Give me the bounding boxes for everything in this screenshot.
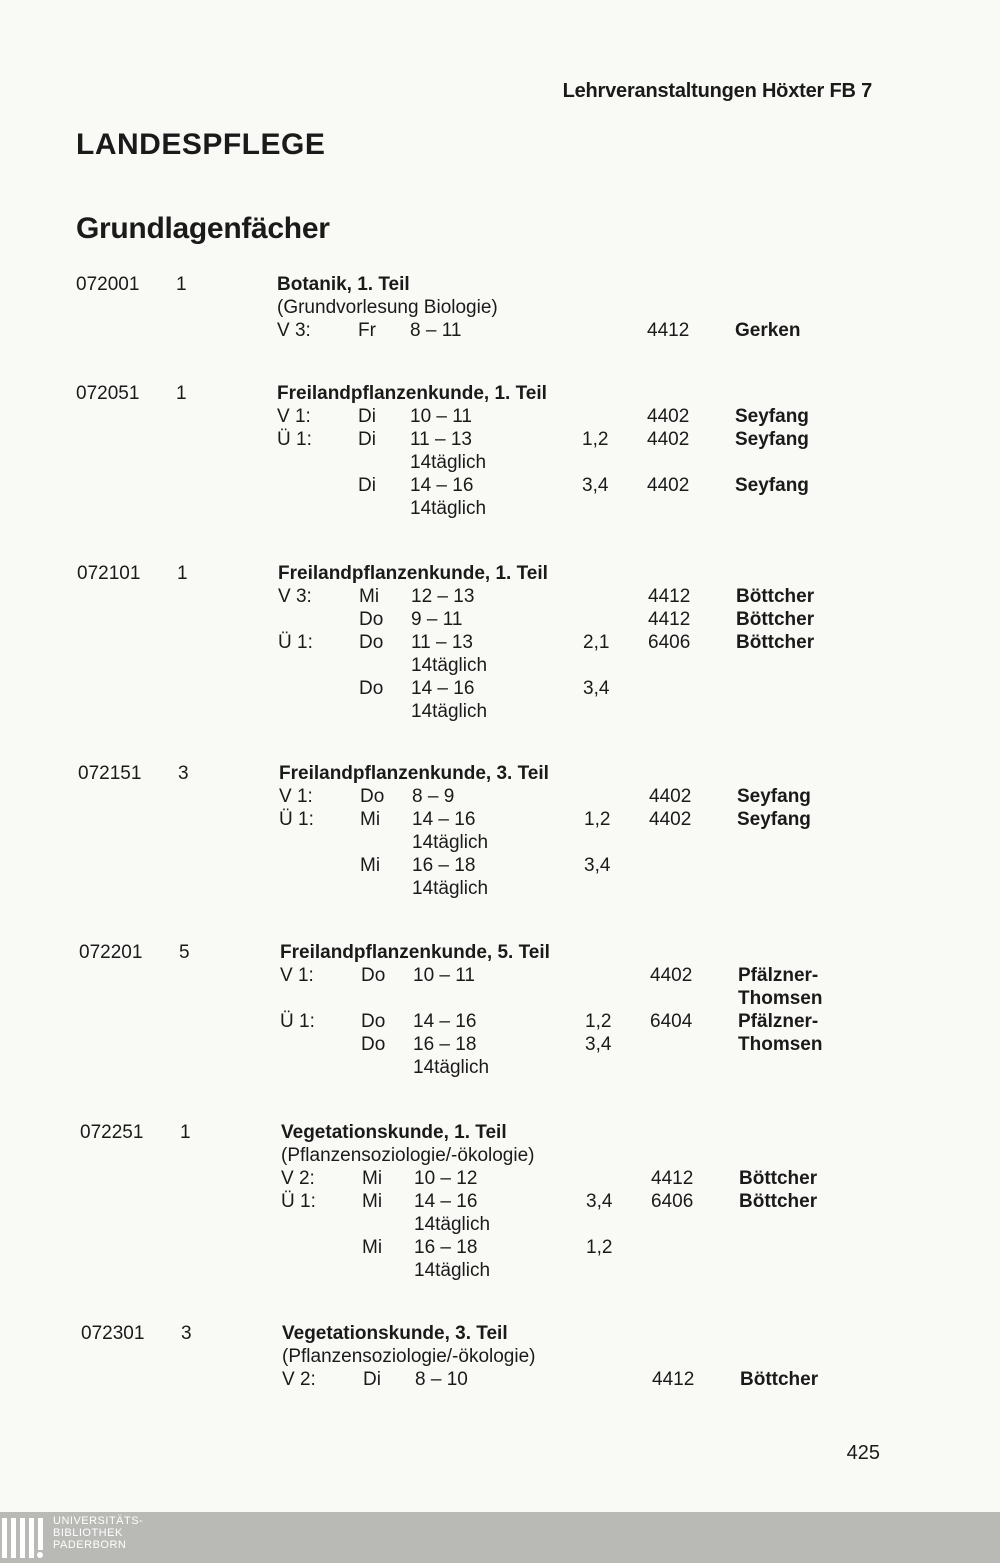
session-lecturer: Böttcher: [736, 586, 815, 607]
schedule-line: [1, 631, 1000, 654]
session-day: Do: [361, 1011, 386, 1032]
logo-line: PADERBORN: [53, 1539, 127, 1551]
course-entry: [5, 1322, 1000, 1391]
schedule-line: [2, 808, 1000, 831]
course-line: [3, 941, 1000, 964]
session-day: Do: [359, 609, 384, 630]
session-lecturer: Böttcher: [740, 1369, 819, 1390]
schedule-line: [0, 405, 1000, 428]
schedule-note-line: [1, 700, 1000, 723]
session-group: 3,4: [582, 475, 609, 496]
session-lecturer: Böttcher: [736, 632, 815, 653]
schedule-line: [4, 1236, 1000, 1259]
session-type: V 1:: [280, 965, 314, 986]
session-type: Ü 1:: [280, 1011, 315, 1032]
session-time: 14 – 16: [412, 809, 476, 830]
session-day: Do: [359, 632, 384, 653]
session-time: 11 – 13: [411, 632, 473, 653]
course-line: [0, 296, 1000, 319]
session-time: 8 – 9: [412, 786, 455, 807]
session-time: 14 – 16: [413, 1011, 477, 1032]
schedule-line: [0, 319, 1000, 342]
session-group: 3,4: [585, 1034, 612, 1055]
schedule-line: [0, 428, 1000, 451]
schedule-note-line: [0, 497, 1000, 520]
course-number: 072101: [77, 563, 141, 584]
schedule-note-line: [4, 1259, 1000, 1282]
session-type: Ü 1:: [277, 429, 312, 450]
schedule-line: [3, 1033, 1000, 1056]
session-time: 14 – 16: [410, 475, 474, 496]
session-type: V 3:: [278, 586, 312, 607]
schedule-note: 14täglich: [410, 498, 487, 519]
session-time: 12 – 13: [411, 586, 475, 607]
course-title: Freilandpflanzenkunde, 1. Teil: [278, 563, 548, 584]
schedule-line: [2, 785, 1000, 808]
schedule-note: 14täglich: [413, 1057, 490, 1078]
course-number: 072251: [80, 1122, 144, 1143]
session-time: 8 – 11: [410, 320, 462, 341]
session-day: Mi: [360, 855, 381, 876]
course-subtitle: (Pflanzensoziologie/-ökologie): [282, 1346, 536, 1367]
schedule-line: [3, 987, 1000, 1010]
course-line: [4, 1144, 1000, 1167]
schedule-note: 14täglich: [410, 452, 487, 473]
schedule-note: 14täglich: [412, 878, 489, 899]
session-time: 16 – 18: [412, 855, 476, 876]
session-room: 4402: [649, 786, 692, 807]
session-lecturer: Pfälzner-: [738, 1011, 819, 1032]
course-line: [5, 1345, 1000, 1368]
course-title: Vegetationskunde, 1. Teil: [281, 1122, 507, 1143]
session-day: Do: [361, 1034, 386, 1055]
schedule-line: [1, 677, 1000, 700]
session-time: 14 – 16: [411, 678, 475, 699]
session-day: Di: [363, 1369, 381, 1390]
schedule-note-line: [1, 654, 1000, 677]
course-semester: 3: [181, 1323, 192, 1344]
course-entry: [1, 562, 1000, 723]
session-room: 4402: [647, 429, 690, 450]
course-title: Vegetationskunde, 3. Teil: [282, 1323, 508, 1344]
schedule-note-line: [2, 877, 1000, 900]
schedule-note: 14täglich: [414, 1214, 491, 1235]
session-time: 16 – 18: [413, 1034, 477, 1055]
session-day: Mi: [362, 1237, 383, 1258]
course-semester: 1: [180, 1122, 191, 1143]
schedule-note: 14täglich: [411, 655, 488, 676]
session-time: 10 – 11: [410, 406, 472, 427]
course-subtitle: (Grundvorlesung Biologie): [277, 297, 498, 318]
session-day: Di: [358, 429, 376, 450]
logo-line: BIBLIOTHEK: [53, 1527, 123, 1539]
session-type: V 1:: [279, 786, 313, 807]
page-heading: LANDESPFLEGE: [76, 128, 326, 161]
session-room: 4402: [647, 475, 690, 496]
course-title: Freilandpflanzenkunde, 1. Teil: [277, 383, 547, 404]
running-header: Lehrveranstaltungen Höxter FB 7: [562, 80, 872, 102]
session-room: 4412: [651, 1168, 694, 1189]
session-group: 2,1: [583, 632, 610, 653]
course-entry: [2, 762, 1000, 900]
session-room: 4412: [648, 609, 691, 630]
session-group: 1,2: [582, 429, 609, 450]
page-number: 425: [846, 1442, 880, 1464]
schedule-line: [3, 964, 1000, 987]
course-line: [0, 273, 1000, 296]
session-day: Mi: [362, 1168, 383, 1189]
session-type: Ü 1:: [279, 809, 314, 830]
course-semester: 5: [179, 942, 190, 963]
course-semester: 1: [176, 383, 187, 404]
schedule-line: [0, 474, 1000, 497]
session-time: 8 – 10: [415, 1369, 468, 1390]
session-lecturer: Seyfang: [735, 475, 809, 496]
schedule-note-line: [2, 831, 1000, 854]
session-day: Do: [360, 786, 385, 807]
session-type: V 2:: [281, 1168, 315, 1189]
session-room: 4412: [652, 1369, 695, 1390]
session-lecturer: Böttcher: [736, 609, 815, 630]
course-line: [1, 562, 1000, 585]
course-entry: [3, 941, 1000, 1079]
course-number: 072201: [79, 942, 143, 963]
session-lecturer: Pfälzner-: [738, 965, 819, 986]
section-heading: Grundlagenfächer: [76, 212, 330, 245]
course-title: Freilandpflanzenkunde, 5. Teil: [280, 942, 550, 963]
session-type: Ü 1:: [281, 1191, 316, 1212]
course-semester: 1: [177, 563, 188, 584]
library-logo-icon: [2, 1518, 46, 1558]
session-time: 9 – 11: [411, 609, 463, 630]
schedule-note: 14täglich: [411, 701, 488, 722]
logo-line: UNIVERSITÄTS-: [53, 1515, 144, 1527]
session-time: 14 – 16: [414, 1191, 478, 1212]
library-logo-text: [53, 1515, 143, 1551]
footer-bar: [0, 1512, 1000, 1563]
course-line: [4, 1121, 1000, 1144]
course-entry: [4, 1121, 1000, 1282]
session-room: 4412: [648, 586, 691, 607]
session-room: 6404: [650, 1011, 693, 1032]
course-entry: [0, 273, 1000, 342]
course-number: 072301: [81, 1323, 145, 1344]
session-day: Di: [358, 475, 376, 496]
session-lecturer: Gerken: [735, 320, 801, 341]
course-title: Botanik, 1. Teil: [277, 274, 410, 295]
course-number: 072151: [78, 763, 142, 784]
schedule-note-line: [3, 1056, 1000, 1079]
session-group: 1,2: [586, 1237, 613, 1258]
session-group: 1,2: [584, 809, 611, 830]
session-type: V 3:: [277, 320, 311, 341]
course-title: Freilandpflanzenkunde, 3. Teil: [279, 763, 549, 784]
session-day: Mi: [359, 586, 380, 607]
session-room: 6406: [651, 1191, 694, 1212]
session-room: 6406: [648, 632, 691, 653]
schedule-line: [4, 1190, 1000, 1213]
session-lecturer: Thomsen: [738, 988, 823, 1009]
session-time: 10 – 11: [413, 965, 475, 986]
schedule-note-line: [0, 451, 1000, 474]
session-group: 3,4: [584, 855, 611, 876]
session-day: Do: [361, 965, 386, 986]
session-day: Do: [359, 678, 384, 699]
course-subtitle: (Pflanzensoziologie/-ökologie): [281, 1145, 535, 1166]
session-time: 10 – 12: [414, 1168, 478, 1189]
schedule-line: [2, 854, 1000, 877]
session-day: Mi: [360, 809, 381, 830]
session-time: 11 – 13: [410, 429, 472, 450]
session-day: Di: [358, 406, 376, 427]
session-room: 4402: [650, 965, 693, 986]
session-lecturer: Seyfang: [737, 809, 811, 830]
session-lecturer: Böttcher: [739, 1168, 818, 1189]
course-line: [0, 382, 1000, 405]
schedule-line: [3, 1010, 1000, 1033]
session-day: Mi: [362, 1191, 383, 1212]
session-group: 3,4: [586, 1191, 613, 1212]
session-lecturer: Böttcher: [739, 1191, 818, 1212]
course-line: [2, 762, 1000, 785]
session-type: Ü 1:: [278, 632, 313, 653]
session-type: V 2:: [282, 1369, 316, 1390]
schedule-line: [1, 608, 1000, 631]
session-group: 3,4: [583, 678, 610, 699]
session-type: V 1:: [277, 406, 311, 427]
schedule-note: 14täglich: [412, 832, 489, 853]
session-lecturer: Seyfang: [735, 429, 809, 450]
session-day: Fr: [358, 320, 376, 341]
schedule-line: [5, 1368, 1000, 1391]
session-room: 4402: [649, 809, 692, 830]
session-lecturer: Seyfang: [735, 406, 809, 427]
course-line: [5, 1322, 1000, 1345]
session-group: 1,2: [585, 1011, 612, 1032]
session-room: 4402: [647, 406, 690, 427]
session-lecturer: Seyfang: [737, 786, 811, 807]
schedule-line: [1, 585, 1000, 608]
course-number: 072051: [76, 383, 140, 404]
session-room: 4412: [647, 320, 690, 341]
schedule-note-line: [4, 1213, 1000, 1236]
session-time: 16 – 18: [414, 1237, 478, 1258]
course-semester: 3: [178, 763, 189, 784]
session-lecturer: Thomsen: [738, 1034, 823, 1055]
course-semester: 1: [176, 274, 187, 295]
schedule-line: [4, 1167, 1000, 1190]
course-number: 072001: [76, 274, 140, 295]
course-entry: [0, 382, 1000, 520]
schedule-note: 14täglich: [414, 1260, 491, 1281]
